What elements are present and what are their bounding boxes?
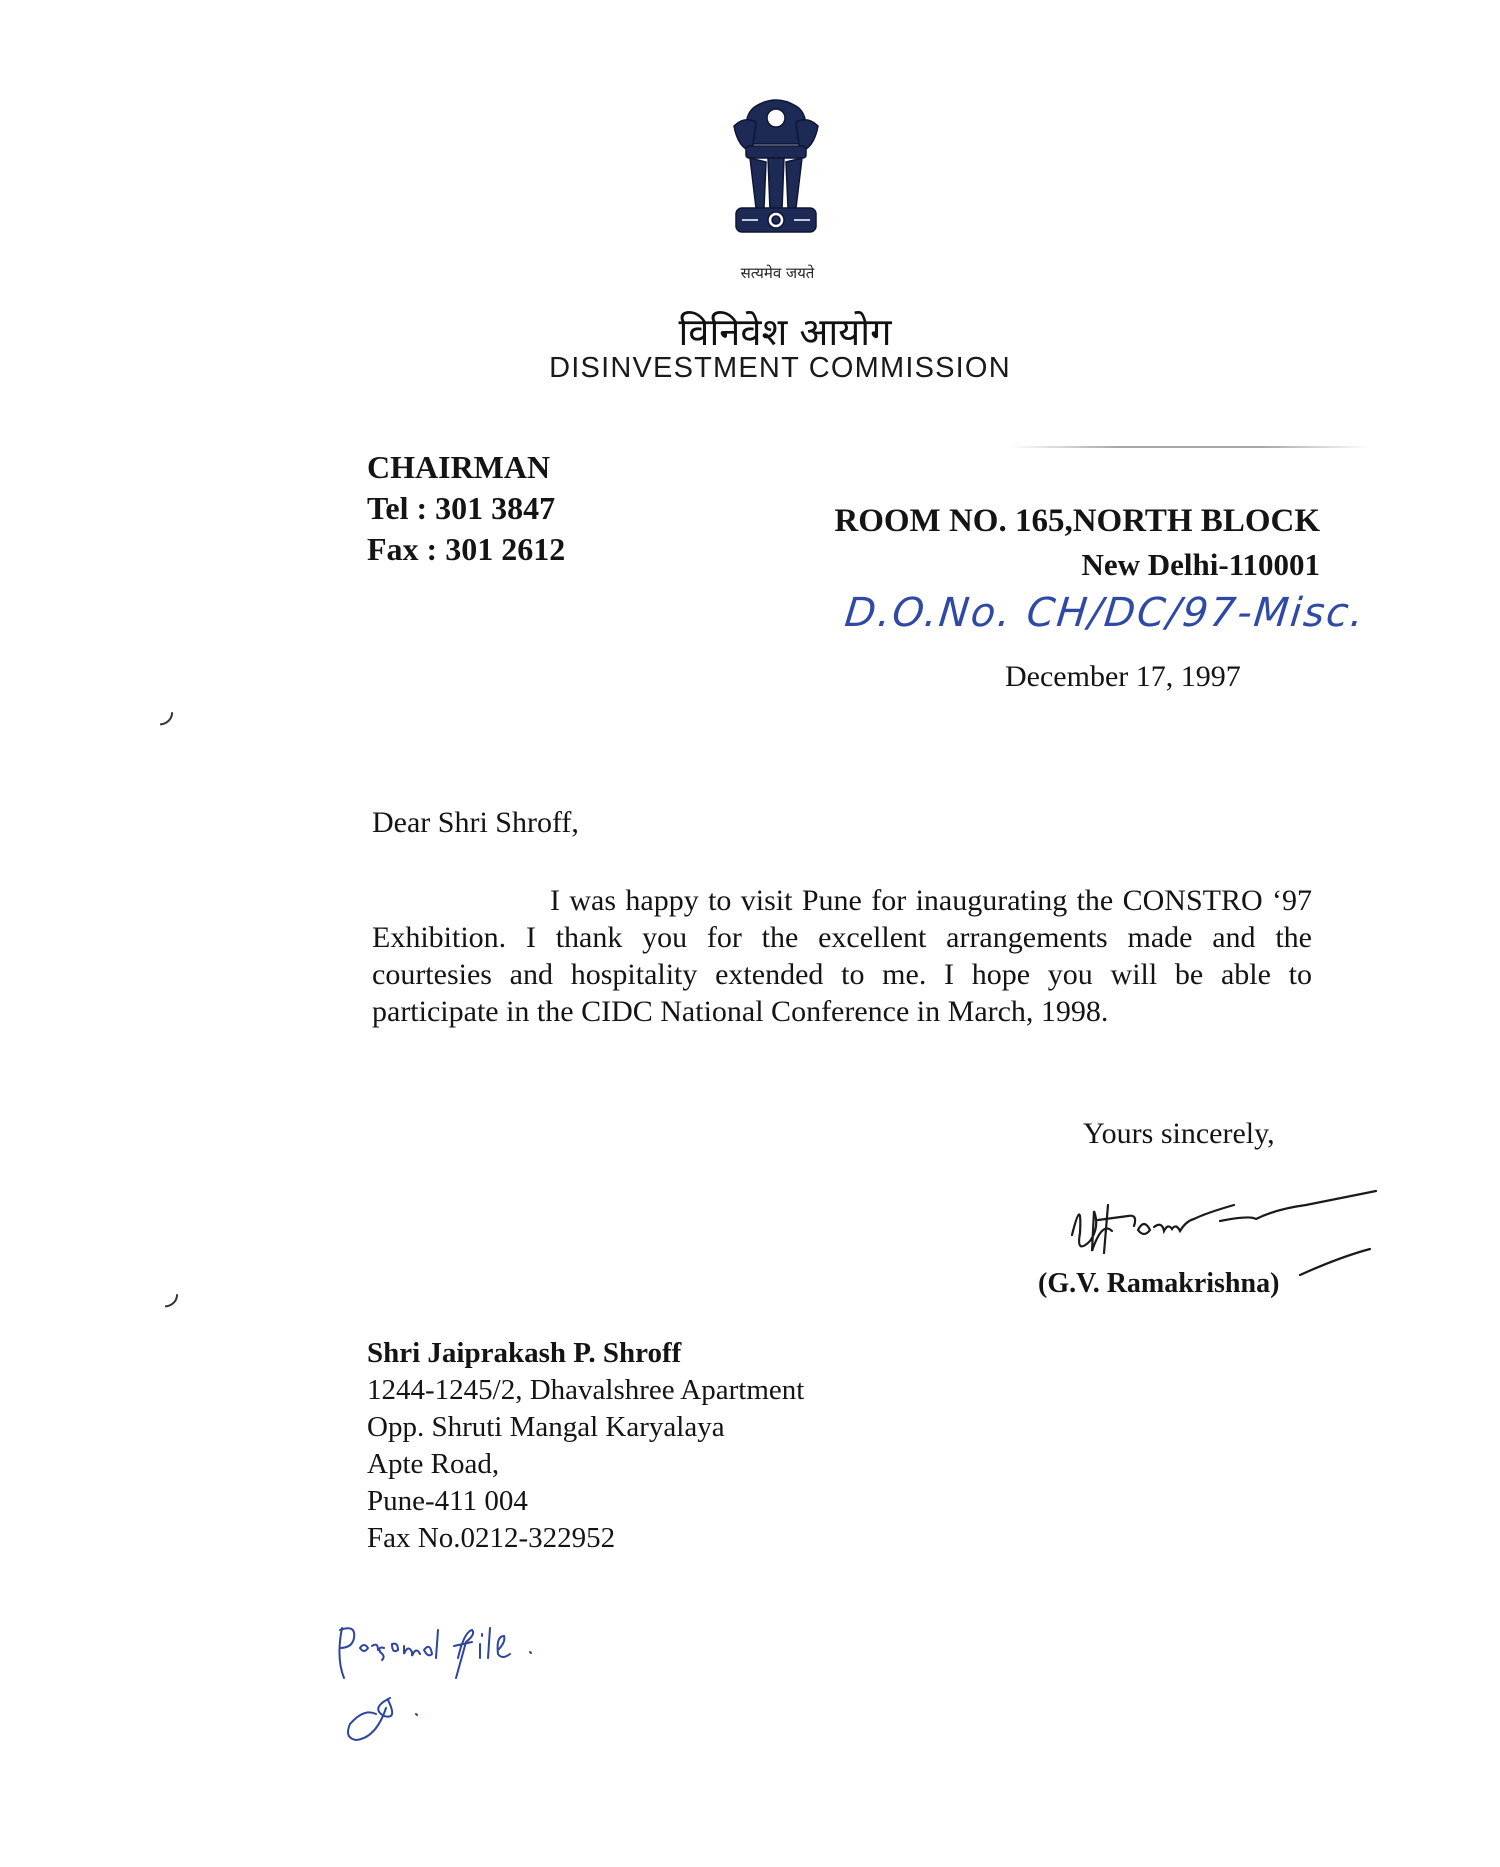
emblem-motto: सत्यमेव जयते — [740, 264, 815, 282]
sender-city: New Delhi-110001 — [1081, 547, 1320, 582]
recipient-line: Fax No.0212-322952 — [367, 1522, 616, 1554]
recipient-address — [367, 1335, 804, 1557]
sender-title: CHAIRMAN — [367, 449, 551, 485]
margin-mark-icon: ◞ — [160, 692, 174, 729]
recipient-line: Pune-411 004 — [367, 1485, 528, 1517]
recipient-line: 1244-1245/2, Dhavalshree Apartment — [367, 1374, 805, 1406]
faint-divider — [1010, 446, 1370, 448]
handwritten-note-icon — [330, 1618, 560, 1778]
closing: Yours sincerely, — [1083, 1117, 1275, 1150]
sender-address — [820, 500, 1320, 586]
sender-fax: Fax : 301 2612 — [367, 531, 566, 567]
recipient-line: Opp. Shruti Mangal Karyalaya — [367, 1411, 725, 1443]
state-emblem-icon — [716, 96, 836, 256]
signatory-name: (G.V. Ramakrishna) — [1038, 1268, 1280, 1299]
sender-contact — [367, 447, 565, 570]
margin-mark-icon: ◞ — [165, 1274, 179, 1311]
letter-body: I was happy to visit Pune for inaugurating the CONSTRO ‘97 Exhibition. I thank you for the excellent arrangements made and the courtesies and hospitality extended to me. I hope you will be able to participate in the CIDC National Conference in March, 1998. — [372, 884, 1312, 1028]
letter-date: December 17, 1997 — [1005, 660, 1241, 693]
recipient-name: Shri Jaiprakash P. Shroff — [367, 1337, 682, 1369]
sender-tel: Tel : 301 3847 — [367, 490, 556, 526]
org-name-hindi: विनिवेश आयोग — [678, 310, 892, 354]
room-number: ROOM NO. 165,NORTH BLOCK — [834, 503, 1320, 539]
recipient-line: Apte Road, — [367, 1448, 500, 1480]
org-name: DISINVESTMENT COMMISSION — [549, 352, 1011, 384]
salutation: Dear Shri Shroff, — [372, 806, 579, 839]
handwritten-reference: D.O.No. CH/DC/97-Misc. — [842, 590, 1368, 636]
